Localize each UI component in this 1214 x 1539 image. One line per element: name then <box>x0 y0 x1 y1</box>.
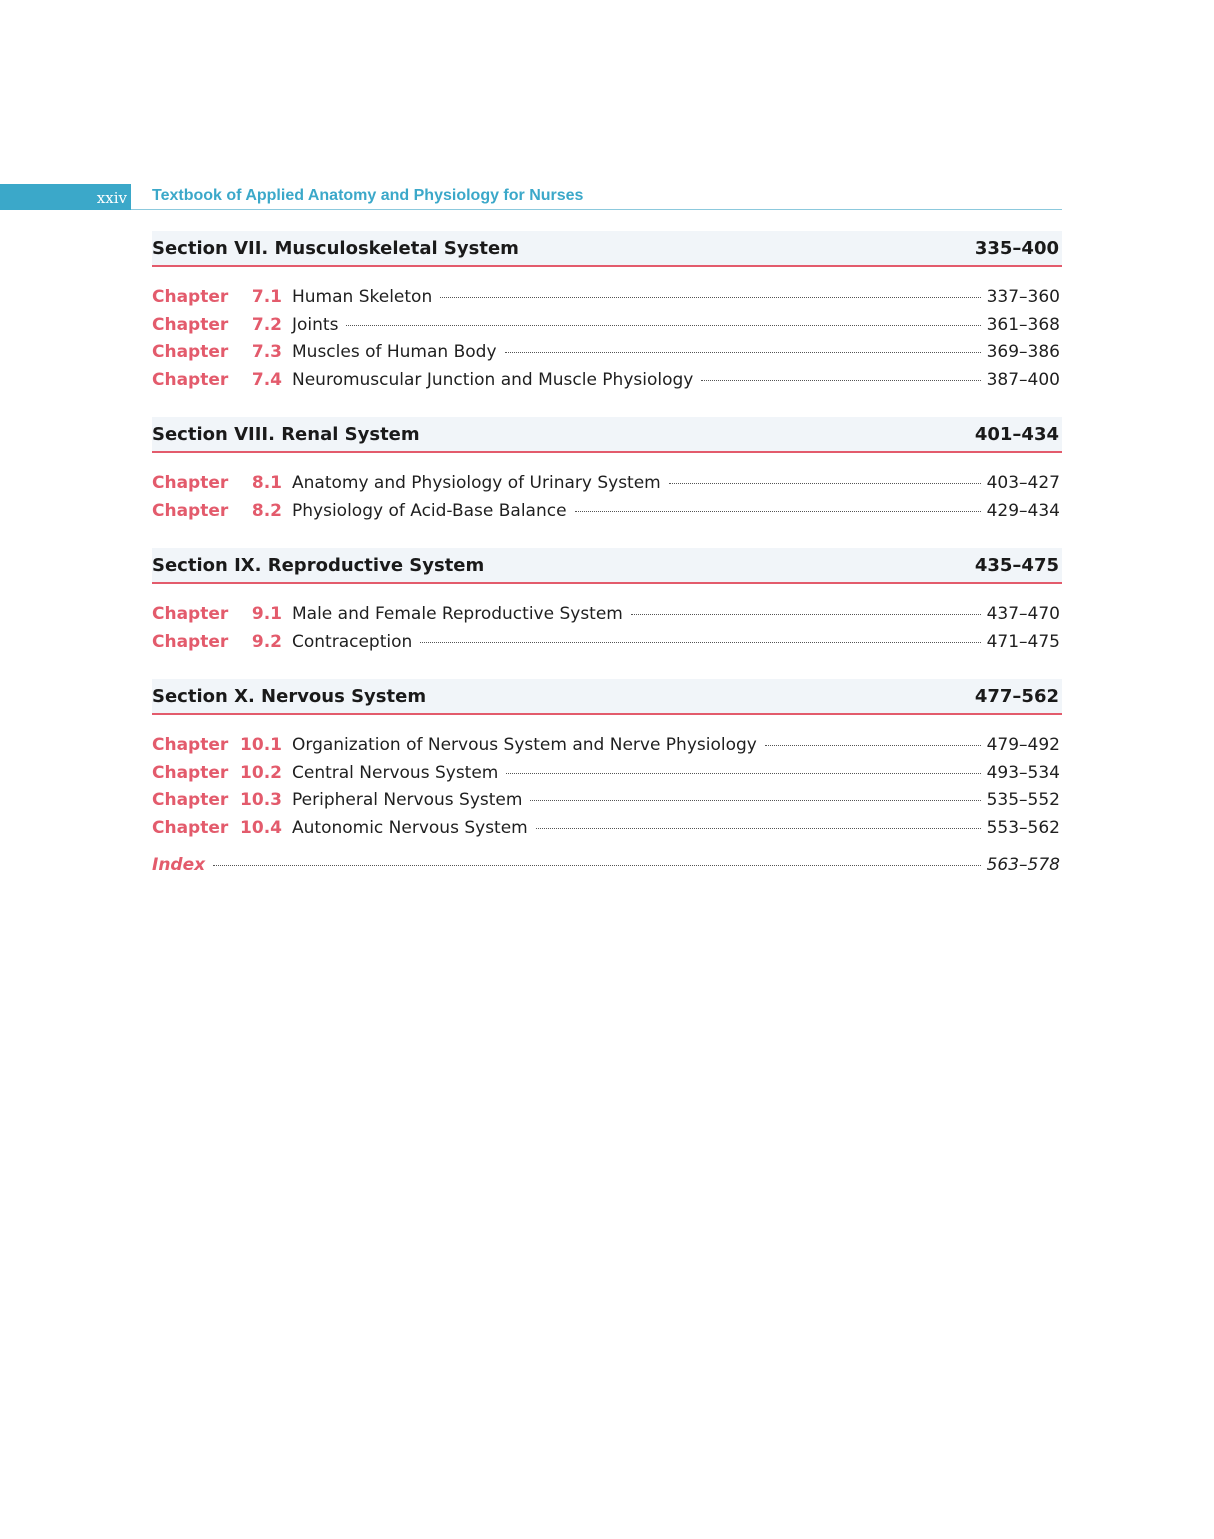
section-page-range: 401–434 <box>974 423 1059 445</box>
chapter-page-range: 403–427 <box>986 473 1060 493</box>
section-spacer <box>152 397 1062 417</box>
section-heading[interactable] <box>152 679 1062 715</box>
chapter-page-range: 369–386 <box>986 342 1060 362</box>
chapter-label: Chapter <box>152 342 229 362</box>
section-heading[interactable] <box>152 231 1062 267</box>
section-title: Section IX. Reproductive System <box>152 554 485 576</box>
table-of-contents <box>152 231 1062 883</box>
index-label: Index <box>152 855 206 875</box>
chapter-page-range: 429–434 <box>986 500 1060 521</box>
chapter-label: Chapter <box>152 604 229 624</box>
book-title: Textbook of Applied Anatomy and Physiology for Nurses <box>152 187 584 204</box>
dot-leader <box>631 614 981 615</box>
chapter-number: 9.1 <box>251 604 282 624</box>
chapter-label: Chapter <box>152 817 229 838</box>
chapter-label: Chapter <box>152 500 229 521</box>
chapter-number: 7.3 <box>251 342 282 362</box>
section-title: Section VIII. Renal System <box>152 423 420 445</box>
chapter-number: 7.1 <box>251 287 282 307</box>
dot-leader <box>575 511 981 512</box>
chapter-number: 10.4 <box>240 817 282 838</box>
chapter-label: Chapter <box>152 287 229 307</box>
chapter-number: 8.2 <box>251 500 282 521</box>
section-page-range: 435–475 <box>974 554 1059 576</box>
chapter-entry[interactable] <box>152 370 1062 398</box>
section-page-range: 335–400 <box>974 237 1059 259</box>
chapter-label: Chapter <box>152 369 229 390</box>
chapter-entry[interactable] <box>152 287 1062 315</box>
dot-leader <box>530 800 980 801</box>
chapter-page-range: 493–534 <box>986 762 1060 783</box>
dot-leader <box>505 352 981 353</box>
section-heading[interactable] <box>152 417 1062 453</box>
page-number: xxiv <box>96 189 127 207</box>
chapter-number: 8.1 <box>251 473 282 493</box>
chapter-label: Chapter <box>152 735 229 755</box>
chapter-title: Human Skeleton <box>292 287 433 307</box>
chapter-title: Male and Female Reproductive System <box>292 604 623 624</box>
chapter-title: Muscles of Human Body <box>292 342 497 362</box>
chapter-title: Autonomic Nervous System <box>292 817 528 838</box>
page-number-tab <box>0 184 131 210</box>
dot-leader <box>506 773 980 774</box>
section-page-range: 477–562 <box>974 685 1059 707</box>
chapter-entry[interactable] <box>152 604 1062 632</box>
section-spacer <box>152 659 1062 679</box>
chapter-page-range: 479–492 <box>986 735 1060 755</box>
chapter-number: 9.2 <box>251 631 282 652</box>
chapter-title: Physiology of Acid-Base Balance <box>292 500 567 521</box>
chapter-page-range: 437–470 <box>986 604 1060 624</box>
dot-leader <box>701 380 980 381</box>
chapter-title: Contraception <box>292 631 413 652</box>
header-rule <box>131 209 1062 210</box>
chapter-title: Organization of Nervous System and Nerve Physiology <box>292 735 757 755</box>
dot-leader <box>346 325 980 326</box>
chapter-page-range: 553–562 <box>986 817 1060 838</box>
chapter-title: Neuromuscular Junction and Muscle Physiology <box>292 369 694 390</box>
dot-leader <box>213 865 981 866</box>
chapter-page-range: 361–368 <box>986 314 1060 335</box>
dot-leader <box>765 745 981 746</box>
chapter-number: 10.2 <box>240 762 282 783</box>
chapter-number: 10.3 <box>240 790 282 810</box>
section-title: Section VII. Musculoskeletal System <box>152 237 519 259</box>
chapter-page-range: 337–360 <box>986 287 1060 307</box>
chapter-page-range: 535–552 <box>986 790 1060 810</box>
chapter-page-range: 387–400 <box>986 369 1060 390</box>
chapter-entry[interactable] <box>152 473 1062 501</box>
dot-leader <box>420 642 980 643</box>
chapter-entry[interactable] <box>152 501 1062 529</box>
dot-leader <box>536 828 981 829</box>
chapter-entry[interactable] <box>152 735 1062 763</box>
section-spacer <box>152 528 1062 548</box>
chapter-title: Central Nervous System <box>292 762 499 783</box>
chapter-label: Chapter <box>152 790 229 810</box>
chapter-label: Chapter <box>152 314 229 335</box>
chapter-title: Anatomy and Physiology of Urinary System <box>292 473 661 493</box>
chapter-entry[interactable] <box>152 342 1062 370</box>
chapter-entry[interactable] <box>152 632 1062 660</box>
chapter-label: Chapter <box>152 631 229 652</box>
chapter-page-range: 471–475 <box>986 631 1060 652</box>
chapter-number: 10.1 <box>240 735 282 755</box>
running-head <box>0 184 1062 210</box>
section-heading[interactable] <box>152 548 1062 584</box>
chapter-entry[interactable] <box>152 315 1062 343</box>
chapter-number: 7.2 <box>251 314 282 335</box>
dot-leader <box>669 483 981 484</box>
chapter-number: 7.4 <box>251 369 282 390</box>
chapter-title: Peripheral Nervous System <box>292 790 523 810</box>
index-entry[interactable] <box>152 855 1062 883</box>
chapter-label: Chapter <box>152 473 229 493</box>
chapter-entry[interactable] <box>152 790 1062 818</box>
chapter-title: Joints <box>292 314 339 335</box>
index-page-range: 563–578 <box>986 855 1060 875</box>
chapter-entry[interactable] <box>152 763 1062 791</box>
section-title: Section X. Nervous System <box>152 685 427 707</box>
chapter-label: Chapter <box>152 762 229 783</box>
chapter-entry[interactable] <box>152 818 1062 846</box>
dot-leader <box>440 297 980 298</box>
